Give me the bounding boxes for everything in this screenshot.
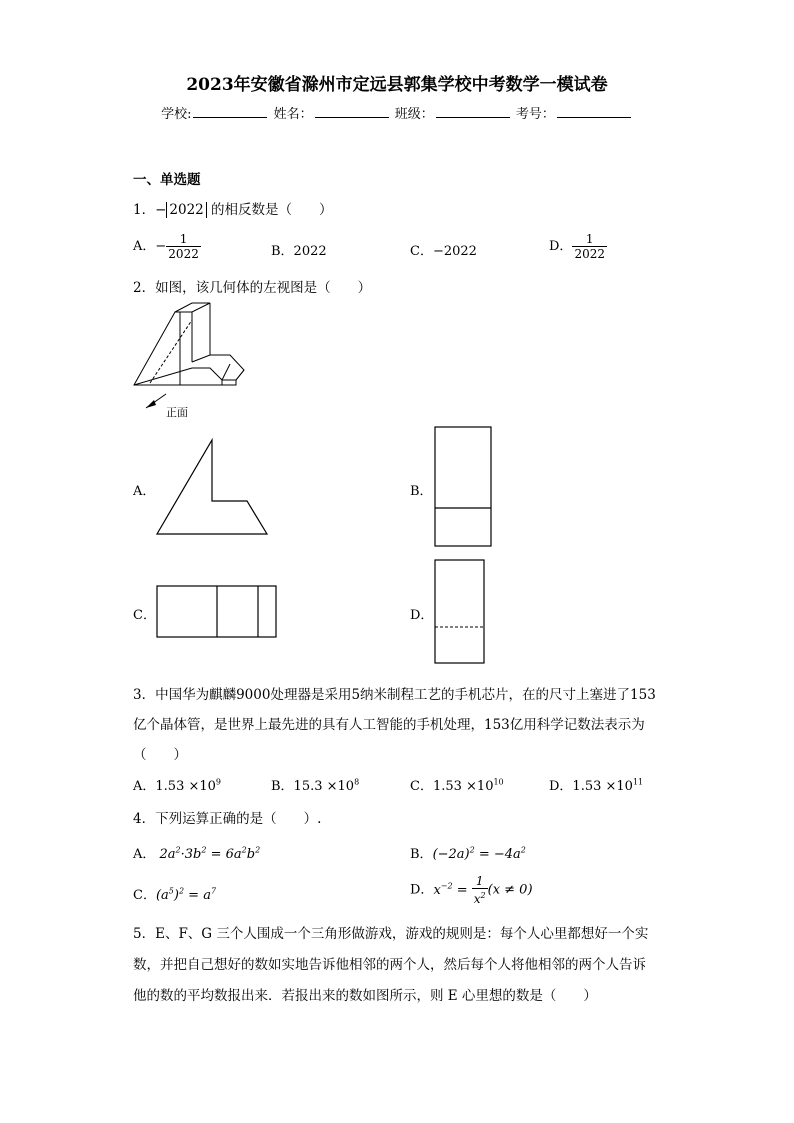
school-label: 学校: bbox=[161, 107, 192, 122]
q5-line-3: 他的数的平均数报出来．若报出来的数如图所示，则 E 心里想的数是（ ） bbox=[133, 988, 597, 1004]
q2-option-b-shape bbox=[434, 426, 492, 548]
q4-d-fraction: $\frac{1}{x^2}$ bbox=[473, 874, 486, 906]
q4-option-a bbox=[133, 843, 260, 862]
q2-option-b-label: B． bbox=[410, 484, 433, 499]
q3-a-exponent: 9 bbox=[215, 777, 221, 787]
q1-absolute-value: 2022 bbox=[166, 202, 206, 218]
q3-option-d bbox=[549, 775, 643, 794]
q3-line-1: 3．中国华为麒麟9000处理器是采用5纳米制程工艺的手机芯片，在的尺寸上塞进了153 bbox=[133, 687, 656, 703]
q2-option-a-label: A． bbox=[133, 484, 156, 499]
q3-line-3: （ ） bbox=[133, 747, 187, 763]
q1-suffix: 的相反数是（ ） bbox=[206, 202, 333, 218]
class-label: 班级： bbox=[394, 107, 434, 122]
q4-c-label: C． bbox=[133, 888, 156, 903]
q1-prefix: 1． bbox=[133, 202, 156, 218]
q2-option-c-shape bbox=[156, 585, 278, 639]
exam-title: 2023年安徽省滁州市定远县郭集学校中考数学一模试卷 bbox=[186, 75, 608, 95]
q1-d-label: D． bbox=[549, 239, 573, 254]
q3-line-2: 亿个晶体管，是世界上最先进的具有人工智能的手机处理，153亿用科学记数法表示为 bbox=[133, 717, 645, 733]
q1-a-sign: − bbox=[155, 239, 167, 254]
q4-option-d: D．$x^{-2}$ = $\frac{1}{x^2}$ (x ≠ 0) bbox=[410, 874, 533, 906]
q1-option-d bbox=[549, 232, 607, 261]
solid-arm bbox=[192, 355, 244, 380]
q1-d-denominator: 2022 bbox=[574, 247, 605, 261]
q1-option-a bbox=[133, 232, 201, 261]
q2-option-a-shape bbox=[155, 438, 270, 536]
q1-a-denominator: 2022 bbox=[168, 247, 199, 261]
name-label: 姓名： bbox=[273, 107, 313, 122]
q4-d-formula: $x^{-2}$ = bbox=[433, 881, 472, 898]
front-label: 正面 bbox=[166, 406, 188, 419]
q1-a-label: A． bbox=[133, 239, 156, 254]
q3-d-text: D．1.53 ×10 bbox=[549, 779, 633, 794]
class-blank bbox=[436, 105, 510, 118]
id-blank bbox=[557, 105, 631, 118]
q3-option-b bbox=[271, 775, 359, 794]
q4-c-formula: $(a^5)^2 = a^7$ bbox=[155, 886, 217, 903]
q3-b-text: B．15.3 ×10 bbox=[271, 779, 355, 794]
q2-option-d-label: D． bbox=[410, 608, 434, 623]
q3-option-c bbox=[410, 775, 504, 794]
q3-c-text: C．1.53 ×10 bbox=[410, 779, 494, 794]
q3-d-exponent: 11 bbox=[632, 777, 644, 787]
q4-option-b bbox=[410, 843, 526, 862]
q4-b-label: B． bbox=[410, 847, 433, 862]
q1-a-fraction bbox=[166, 232, 201, 261]
q1-option-b: B．2022 bbox=[271, 244, 327, 259]
question-4: 4．下列运算正确的是（ ）. bbox=[133, 811, 322, 827]
question-1 bbox=[133, 198, 333, 218]
solid-top-face bbox=[175, 303, 210, 312]
q5-line-2: 数，并把自己想好的数如实地告诉他相邻的两个人，然后每个人将他相邻的两个人告诉 bbox=[133, 957, 646, 973]
q3-c-exponent: 10 bbox=[493, 777, 504, 787]
q3-option-a bbox=[133, 775, 221, 794]
q4-option-c bbox=[133, 884, 216, 903]
q5-line-1: 5．E、F、G 三个人围成一个三角形做游戏，游戏的规则是：每个人心里都想好一个实 bbox=[133, 926, 649, 942]
q2-option-c-label: C． bbox=[133, 608, 156, 623]
id-label: 考号： bbox=[515, 107, 555, 122]
section-title: 一、单选题 bbox=[133, 172, 201, 188]
q1-d-numerator: 1 bbox=[572, 232, 607, 247]
q4-b-formula: $(-2a)^2 = -4a^2$ bbox=[432, 845, 526, 862]
q2-solid-figure bbox=[130, 300, 250, 420]
school-blank bbox=[193, 105, 267, 118]
q1-a-numerator: 1 bbox=[166, 232, 201, 247]
q4-a-formula: $2a^2\cdot 3b^2 = 6a^2b^2$ bbox=[155, 845, 261, 862]
name-blank bbox=[315, 105, 389, 118]
q1-minus: − bbox=[155, 202, 167, 218]
q2-option-d-shape bbox=[434, 559, 486, 665]
q3-a-text: A．1.53 ×10 bbox=[133, 779, 216, 794]
question-2: 2．如图，该几何体的左视图是（ ） bbox=[133, 280, 372, 296]
q4-d-label: D． bbox=[410, 882, 434, 898]
q3-b-exponent: 8 bbox=[354, 777, 360, 787]
q4-a-label: A． bbox=[133, 847, 156, 862]
student-info-line bbox=[0, 103, 794, 122]
q1-option-c: C．−2022 bbox=[410, 244, 477, 259]
q1-d-fraction bbox=[572, 232, 607, 261]
